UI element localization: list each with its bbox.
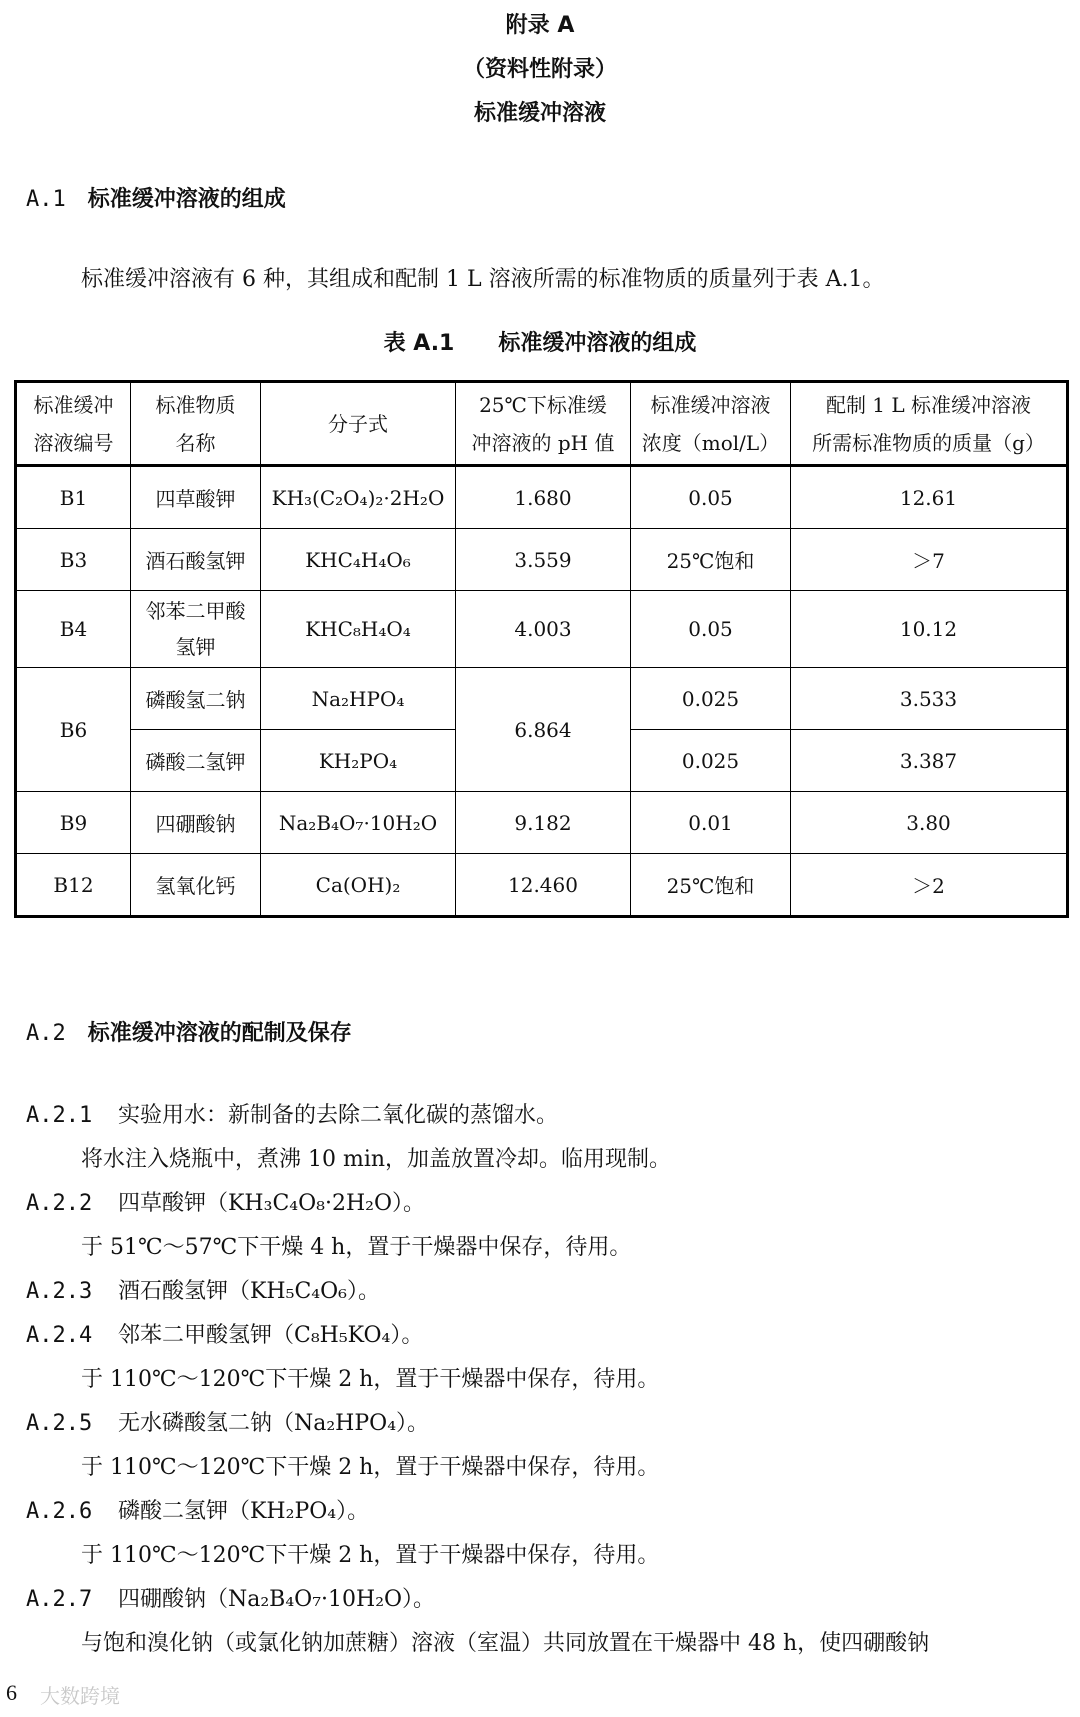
section-a1-paragraph: 标准缓冲溶液有 6 种，其组成和配制 1 L 溶液所需的标准物质的质量列于表 A.1。 [81,267,885,292]
header-mass: 配制 1 L 标准缓冲溶液 所需标准物质的质量（g） [791,382,1068,466]
list-item: A.2.1 实验用水：新制备的去除二氧化碳的蒸馏水。 [26,1103,559,1128]
cell-ph: 9.182 [456,792,631,854]
section-a2-number: A.2 [26,1021,66,1046]
cell-name: 磷酸二氢钾 [131,730,261,792]
section-a1-number: A.1 [26,187,66,212]
list-item: A.2.4 邻苯二甲酸氢钾（C₈H₅KO₄）。 [26,1323,424,1348]
cell-formula: Ca(OH)₂ [261,854,456,917]
list-item: A.2.3 酒石酸氢钾（KH₅C₄O₆）。 [26,1279,380,1304]
cell-mass: 12.61 [791,466,1068,529]
section-a2-title: 标准缓冲溶液的配制及保存 [87,1021,352,1046]
list-item: A.2.5 无水磷酸氢二钠（Na₂HPO₄）。 [26,1411,430,1436]
list-item-note: 于 110℃～120℃下干燥 2 h，置于干燥器中保存，待用。 [81,1367,660,1392]
appendix-type: （资料性附录） [462,57,617,82]
table-row [16,792,1068,854]
cell-ph: 1.680 [456,466,631,529]
table-row [16,854,1068,917]
cell-id: B1 [16,466,131,529]
cell-conc: 0.025 [631,668,791,730]
cell-formula: Na₂B₄O₇·10H₂O [261,792,456,854]
table-caption: 表 A.1 标准缓冲溶液的组成 [383,331,697,356]
cell-mass: 3.80 [791,792,1068,854]
cell-conc: 25℃饱和 [631,529,791,591]
cell-formula: KH₃(C₂O₄)₂·2H₂O [261,466,456,529]
watermark: 大数跨境 [40,1684,120,1708]
appendix-label: 附录 A [505,13,575,38]
page-number: 6 [6,1680,17,1705]
cell-name: 磷酸氢二钠 [131,668,261,730]
cell-mass: 3.533 [791,668,1068,730]
table-row [16,466,1068,529]
cell-name: 邻苯二甲酸 氢钾 [131,591,261,668]
table-row [16,529,1068,591]
list-item-note: 于 110℃～120℃下干燥 2 h，置于干燥器中保存，待用。 [81,1455,660,1480]
table-row [16,591,1068,668]
section-a1-title: 标准缓冲溶液的组成 [87,187,286,212]
list-item: A.2.2 四草酸钾（KH₃C₄O₈·2H₂O）。 [26,1191,425,1216]
header-ph: 25℃下标准缓 冲溶液的 pH 值 [456,382,631,466]
cell-mass: 10.12 [791,591,1068,668]
section-a1-heading [26,182,286,213]
table-header-row [16,382,1068,466]
cell-id: B9 [16,792,131,854]
list-item: A.2.7 四硼酸钠（Na₂B₄O₇·10H₂O）。 [26,1587,436,1612]
cell-conc: 0.025 [631,730,791,792]
header-concentration: 标准缓冲溶液 浓度（mol/L） [631,382,791,466]
cell-id: B3 [16,529,131,591]
buffer-table [14,380,1069,918]
header-substance-name: 标准物质 名称 [131,382,261,466]
cell-name: 四硼酸钠 [131,792,261,854]
cell-conc: 0.05 [631,591,791,668]
appendix-title: 标准缓冲溶液 [473,101,606,126]
header-buffer-id: 标准缓冲 溶液编号 [16,382,131,466]
cell-name: 酒石酸氢钾 [131,529,261,591]
cell-mass: ＞2 [791,854,1068,917]
cell-formula: Na₂HPO₄ [261,668,456,730]
list-item-note: 于 110℃～120℃下干燥 2 h，置于干燥器中保存，待用。 [81,1543,660,1568]
list-item-note: 将水注入烧瓶中，煮沸 10 min，加盖放置冷却。临用现制。 [81,1147,672,1172]
cell-mass: 3.387 [791,730,1068,792]
cell-formula: KH₂PO₄ [261,730,456,792]
table-row [16,668,1068,730]
cell-ph: 4.003 [456,591,631,668]
cell-ph: 6.864 [456,668,631,792]
cell-conc: 0.01 [631,792,791,854]
cell-id: B6 [16,668,131,792]
cell-mass: ＞7 [791,529,1068,591]
cell-name: 氢氧化钙 [131,854,261,917]
cell-conc: 0.05 [631,466,791,529]
cell-name: 四草酸钾 [131,466,261,529]
list-item: A.2.6 磷酸二氢钾（KH₂PO₄）。 [26,1499,370,1524]
cell-conc: 25℃饱和 [631,854,791,917]
cell-id: B4 [16,591,131,668]
list-item-note: 与饱和溴化钠（或氯化钠加蔗糖）溶液（室温）共同放置在干燥器中 48 h，使四硼酸钠 [81,1631,930,1656]
cell-formula: KHC₄H₄O₆ [261,529,456,591]
section-a2-heading [26,1016,352,1047]
cell-ph: 12.460 [456,854,631,917]
cell-id: B12 [16,854,131,917]
header-formula: 分子式 [261,382,456,466]
cell-formula: KHC₈H₄O₄ [261,591,456,668]
cell-ph: 3.559 [456,529,631,591]
list-item-note: 于 51℃～57℃下干燥 4 h，置于干燥器中保存，待用。 [81,1235,632,1260]
